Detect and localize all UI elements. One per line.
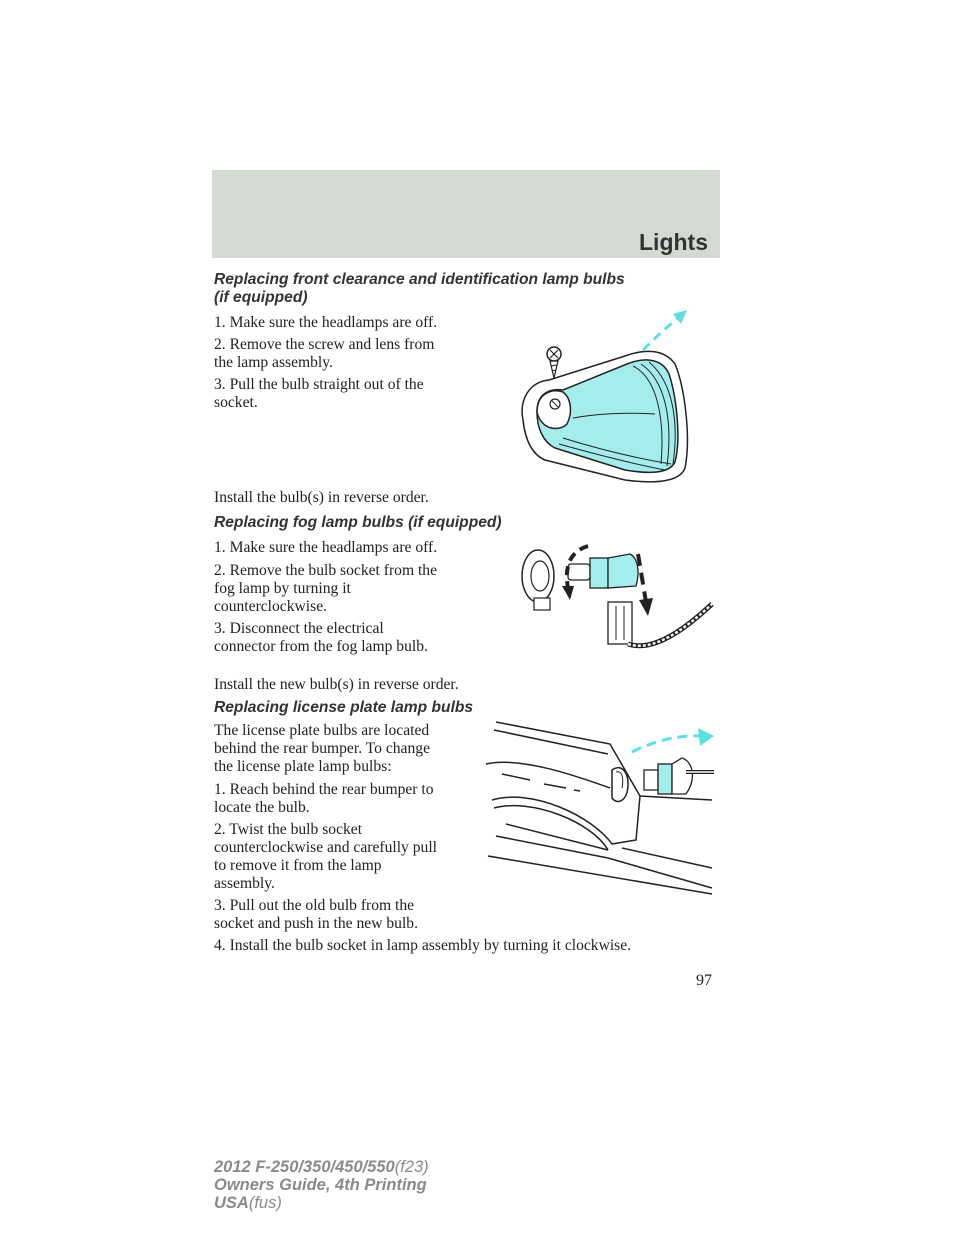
license-step-3: 3. Pull out the old bulb from the socket and push in the new bulb. — [214, 897, 418, 932]
fog-bulb — [568, 554, 638, 588]
license-intro: The license plate bulbs are located behind the rear bumper. To change the license plate lamp bulbs: — [214, 722, 430, 775]
fog-step-2: 2. Remove the bulb socket from the fog lamp by turning it counterclockwise. — [214, 562, 438, 615]
removal-arrow — [643, 314, 683, 350]
clearance-step-1: 1. Make sure the headlamps are off. — [214, 314, 438, 331]
disconnect-arrow-head-icon — [639, 598, 653, 616]
arrow-head-icon — [673, 310, 687, 324]
rotate-arrow-head-icon — [562, 586, 574, 600]
license-lamp-heading: Replacing license plate lamp bulbs — [214, 699, 474, 716]
document-footer: 2012 F-250/350/450/550(f23) Owners Guide, 4th Printing USA(fus) — [214, 1158, 429, 1212]
license-step-2: 2. Twist the bulb socket counterclockwise and carefully pull to remove it from the lamp assembly. — [214, 821, 437, 892]
twist-arrow — [632, 736, 704, 752]
section-title: Lights — [639, 229, 708, 255]
clearance-install-note: Install the bulb(s) in reverse order. — [214, 489, 429, 506]
section-header — [212, 170, 720, 258]
fog-lamp-heading: Replacing fog lamp bulbs (if equipped) — [214, 514, 502, 531]
license-lamp-illustration — [482, 718, 718, 896]
fog-step-3: 3. Disconnect the electrical connector from the fog lamp bulb. — [214, 620, 428, 655]
screw-icon — [547, 347, 561, 378]
electrical-connector — [608, 602, 632, 644]
bulb-socket — [644, 758, 714, 794]
wire — [628, 604, 712, 646]
fog-install-note: Install the new bulb(s) in reverse order. — [214, 676, 459, 693]
license-lamp — [612, 768, 628, 802]
clearance-lamp-heading: Replacing front clearance and identification lamp bulbs (if equipped) — [214, 271, 625, 306]
fog-step-1: 1. Make sure the headlamps are off. — [214, 539, 438, 556]
clearance-step-3: 3. Pull the bulb straight out of the socket. — [214, 376, 424, 411]
fog-lamp-housing — [522, 550, 554, 610]
clearance-step-2: 2. Remove the screw and lens from the lamp assembly. — [214, 336, 435, 371]
disconnect-arrow — [638, 554, 646, 602]
license-step-1: 1. Reach behind the rear bumper to locate the bulb. — [214, 781, 434, 816]
clearance-lamp-illustration — [515, 308, 715, 488]
page-number: 97 — [696, 972, 712, 989]
fog-lamp-illustration — [512, 540, 722, 665]
rear-bumper — [486, 722, 712, 894]
license-step-4: 4. Install the bulb socket in lamp assembly by turning it clockwise. — [214, 937, 632, 954]
twist-arrow-head-icon — [698, 728, 714, 746]
